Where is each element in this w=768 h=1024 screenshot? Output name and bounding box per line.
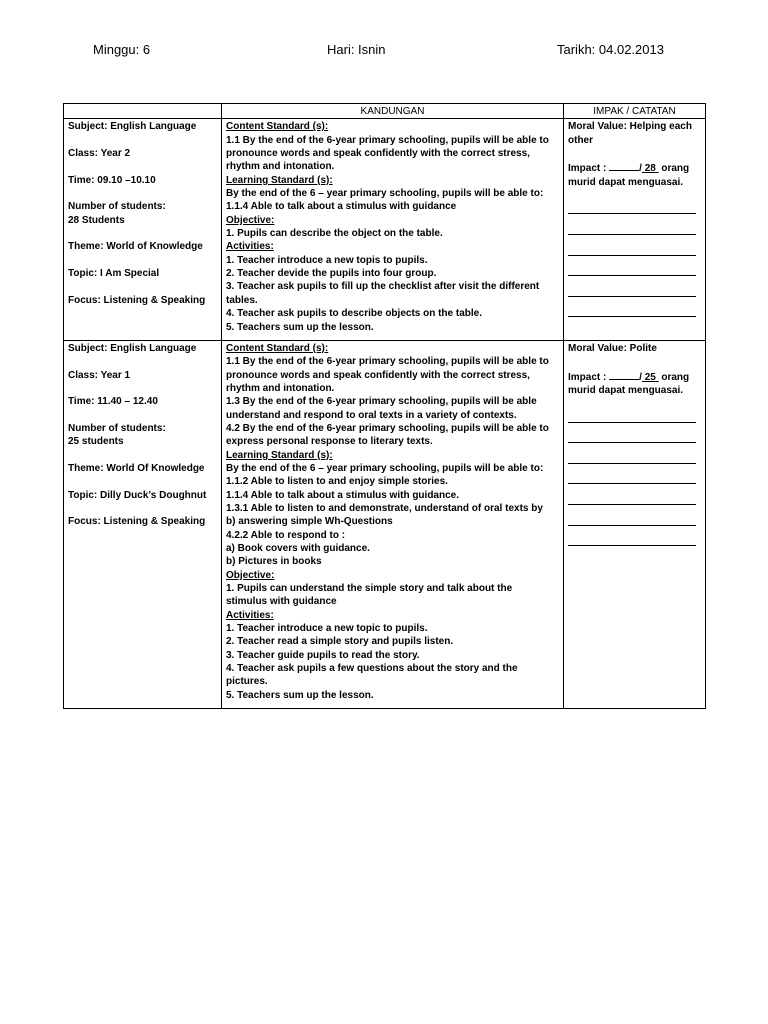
learning-standard-line: 1.3.1 Able to listen to and demonstrate, understand of oral texts by — [226, 502, 543, 514]
activity-line: 5. Teachers sum up the lesson. — [226, 321, 374, 333]
impact-label: Impact : — [568, 371, 607, 383]
impact-line — [568, 369, 701, 384]
content-standard-heading: Content Standard (s): — [226, 342, 329, 354]
theme: Theme: World Of Knowledge — [68, 462, 205, 474]
note-rule — [568, 244, 696, 256]
note-rule — [568, 202, 696, 214]
activity-line: 3. Teacher ask pupils to fill up the checklist after visit the different — [226, 281, 540, 293]
activity-line: 4. Teacher ask pupils a few questions about the story and the — [226, 663, 518, 675]
lesson-info-cell — [64, 119, 222, 341]
topic: Topic: Dilly Duck’s Doughnut — [68, 489, 207, 501]
lesson-row — [64, 340, 706, 708]
theme: Theme: World of Knowledge — [68, 241, 203, 253]
learning-standard-line: 4.2.2 Able to respond to : — [226, 529, 346, 541]
topic: Topic: I Am Special — [68, 268, 160, 280]
note-rule — [568, 514, 696, 526]
content-standard-line: 1.3 By the end of the 6-year primary schooling, pupils will be able — [226, 396, 537, 408]
week-label: Minggu: 6 — [93, 42, 151, 57]
moral-value-line: Moral Value: Polite — [568, 342, 657, 354]
activities-heading: Activities: — [226, 609, 274, 621]
activity-line: 1. Teacher introduce a new topic to pupils. — [226, 623, 428, 635]
learning-standard-line: 1.1.4 Able to talk about a stimulus with guidance — [226, 201, 457, 213]
date-label: Tarikh: 04.02.2013 — [557, 42, 664, 57]
subject: Subject: English Language — [68, 342, 197, 354]
students-label: Number of students: — [68, 201, 166, 213]
impact-line-2: murid dapat menguasai. — [568, 384, 684, 396]
learning-standard-heading: Learning Standard (s): — [226, 174, 333, 186]
learning-standard-line: 1.1.4 Able to talk about a stimulus with guidance. — [226, 489, 460, 501]
learning-standard-line: By the end of the 6 – year primary schooling, pupils will be able to: — [226, 188, 544, 200]
activities-heading: Activities: — [226, 241, 274, 253]
lesson-content-cell — [222, 340, 564, 708]
header-cell-content: KANDUNGAN — [222, 104, 564, 119]
objective-heading: Objective: — [226, 214, 275, 226]
content-standard-line: express personal response to literary texts. — [226, 436, 433, 448]
objective-line: 1. Pupils can understand the simple story and talk about the — [226, 583, 513, 595]
note-rule — [568, 411, 696, 423]
learning-standard-line: a) Book covers with guidance. — [226, 543, 370, 554]
content-standard-line: rhythm and intonation. — [226, 382, 335, 394]
note-rule — [568, 264, 696, 276]
note-rule — [568, 472, 696, 484]
impact-suffix: orang — [661, 371, 690, 383]
students-label: Number of students: — [68, 422, 166, 434]
impact-slash: / — [639, 371, 642, 383]
activity-line: 2. Teacher read a simple story and pupils listen. — [226, 636, 454, 648]
learning-standard-line: b) Pictures in books — [226, 556, 322, 568]
objective-line: stimulus with guidance — [226, 596, 337, 608]
content-standard-heading: Content Standard (s): — [226, 121, 329, 133]
note-rule — [568, 534, 696, 546]
content-standard-line: understand and respond to oral texts in a variety of contexts. — [226, 409, 517, 421]
lesson-content-cell — [222, 119, 564, 341]
impact-line-2: murid dapat menguasai. — [568, 176, 684, 188]
objective-heading: Objective: — [226, 569, 275, 581]
impact-slash: / — [639, 163, 642, 175]
header-cell-info — [64, 104, 222, 119]
activity-line: 3. Teacher guide pupils to read the story. — [226, 649, 420, 661]
note-rule — [568, 431, 696, 443]
activity-line: 4. Teacher ask pupils to describe objects on the table. — [226, 308, 483, 320]
impact-blank — [609, 160, 639, 171]
learning-standard-line: By the end of the 6 – year primary schooling, pupils will be able to: — [226, 462, 544, 474]
activity-line: 1. Teacher introduce a new topis to pupils. — [226, 254, 428, 266]
learning-standard-line: 1.1.2 Able to listen to and enjoy simple stories. — [226, 476, 448, 488]
content-standard-line: rhythm and intonation. — [226, 161, 335, 173]
header-cell-impact: IMPAK / CATATAN — [564, 104, 706, 119]
note-rule — [568, 493, 696, 505]
time: Time: 09.10 –10.10 — [68, 174, 156, 186]
focus: Focus: Listening & Speaking — [68, 516, 206, 528]
content-standard-line: pronounce words and speak confidently with the correct stress, — [226, 369, 530, 381]
learning-standard-line: b) answering simple Wh-Questions — [226, 516, 393, 528]
focus: Focus: Listening & Speaking — [68, 294, 206, 306]
lesson-impact-cell — [564, 340, 706, 708]
activity-line: pictures. — [226, 676, 268, 688]
students-value: 28 Students — [68, 214, 125, 226]
table-header-row — [64, 104, 706, 119]
moral-value-line: Moral Value: Helping each — [568, 121, 692, 133]
note-rule — [568, 452, 696, 464]
day-label: Hari: Isnin — [327, 42, 386, 57]
moral-value-line: other — [568, 134, 593, 146]
lesson-row — [64, 119, 706, 341]
subject: Subject: English Language — [68, 121, 197, 133]
content-standard-line: 4.2 By the end of the 6-year primary schooling, pupils will be able to — [226, 422, 549, 434]
lesson-impact-cell — [564, 119, 706, 341]
activity-line: tables. — [226, 294, 258, 306]
lesson-info-cell — [64, 340, 222, 708]
students-value: 25 students — [68, 436, 124, 448]
note-rule — [568, 305, 696, 317]
time: Time: 11.40 – 12.40 — [68, 396, 158, 408]
class: Class: Year 2 — [68, 148, 131, 160]
impact-suffix: orang — [661, 163, 690, 175]
impact-line — [568, 160, 701, 175]
activity-line: 2. Teacher devide the pupils into four group. — [226, 268, 437, 280]
objective-line: 1. Pupils can describe the object on the table. — [226, 228, 443, 240]
note-rule — [568, 223, 696, 235]
impact-label: Impact : — [568, 163, 607, 175]
content-standard-line: 1.1 By the end of the 6-year primary schooling, pupils will be able to — [226, 356, 549, 368]
note-rule — [568, 285, 696, 297]
class: Class: Year 1 — [68, 369, 131, 381]
impact-count: 25 — [644, 371, 656, 383]
lesson-plan-table — [63, 103, 706, 709]
impact-blank — [609, 369, 639, 380]
content-standard-line: pronounce words and speak confidently with the correct stress, — [226, 148, 530, 160]
content-standard-line: 1.1 By the end of the 6-year primary schooling, pupils will be able to — [226, 134, 549, 146]
activity-line: 5. Teachers sum up the lesson. — [226, 689, 374, 701]
learning-standard-heading: Learning Standard (s): — [226, 449, 333, 461]
impact-count: 28 — [644, 163, 656, 175]
